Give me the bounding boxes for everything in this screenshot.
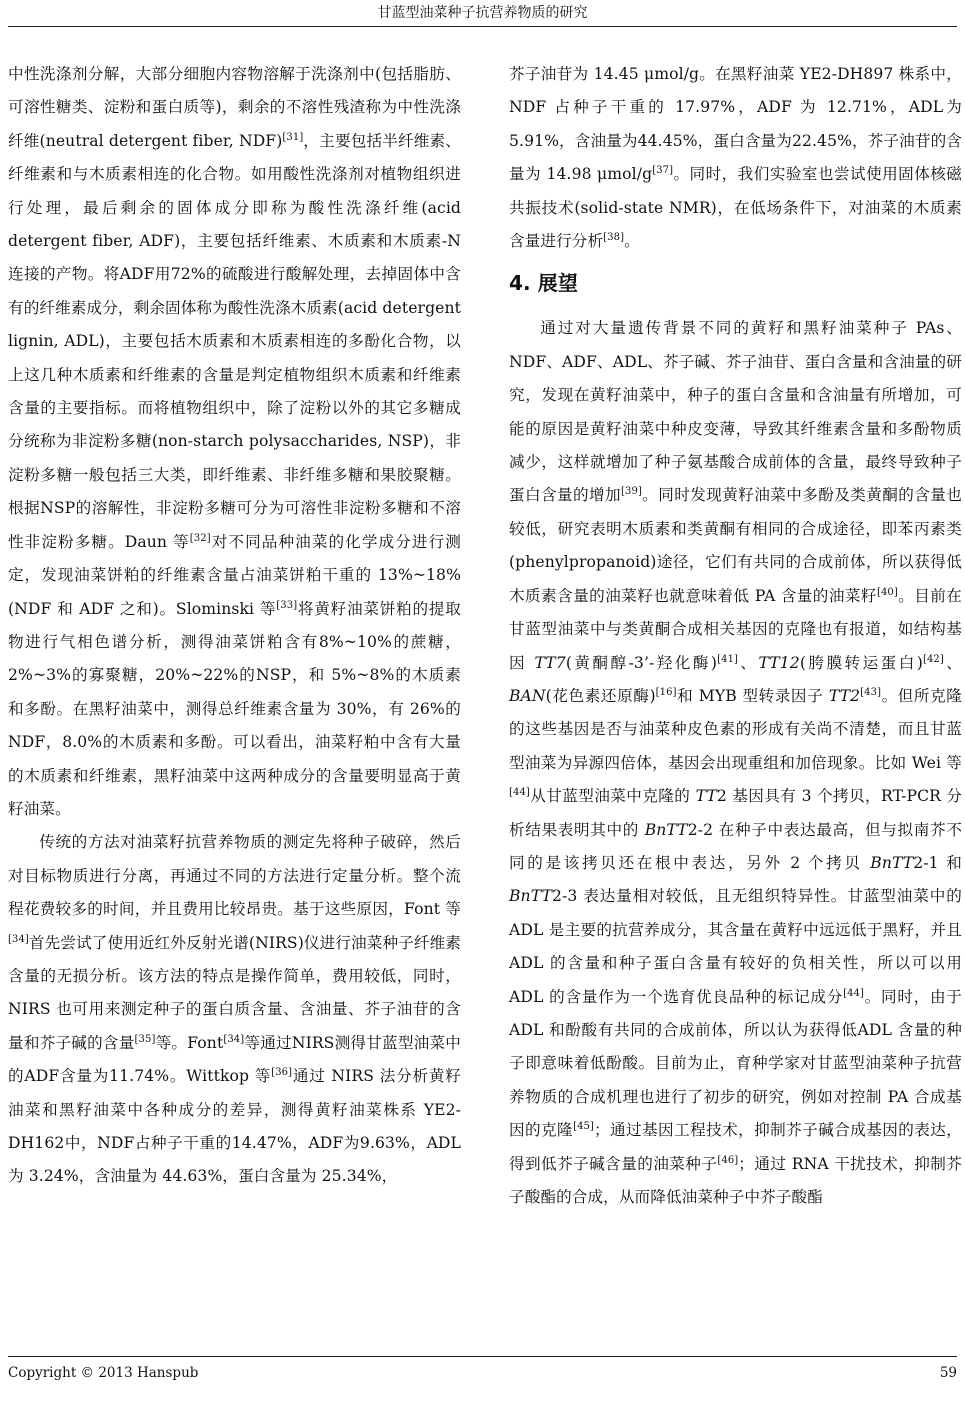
gene-name: BnTT [644,820,688,839]
paragraph: 传统的方法对油菜籽抗营养物质的测定先将种子破碎，然后对目标物质进行分离，再通过不同的方法进行定量分析。整个流程花费较多的时间，并且费用比较昂贵。基于这些原因，Font 等[34]首先尝试了使用近红外反射光谱(NIRS)仪进行油菜种子纤维素含量的无损分析。该方法的特点是操作简单，费用较低，同时，NIRS 也可用来测定种子的蛋白质含量、含油量、芥子油苷的含量和芥子碱的含量[35]等。Font[34]等通过NIRS测得甘蓝型油菜中的ADF含量为11.74%。Wittkop 等[36]通过 NIRS 法分析黄籽油菜和黑籽油菜中各种成分的差异，测得黄籽油菜株系 YE2-DH162中，NDF占种子干重的14.47%，ADF为9.63%，ADL为 3.24%，含油量为 44.63%，蛋白含量为 25.34%， [8,833,461,1186]
citation[interactable]: [44] [843,987,865,999]
citation[interactable]: [36] [271,1067,293,1079]
citation[interactable]: [40] [876,586,898,598]
header-divider [8,26,957,27]
citation[interactable]: [35] [134,1033,156,1045]
citation[interactable]: [32] [189,532,211,544]
section-heading: 4. 展望 [509,271,578,296]
citation[interactable]: [38] [603,232,625,244]
paragraph: 中性洗涤剂分解，大部分细胞内容物溶解于洗涤剂中(包括脂肪、可溶性糖类、淀粉和蛋白质等)，剩余的不溶性残渣称为中性洗涤纤维(neutral detergent fiber, NDF)[31]，主要包括半纤维素、纤维素和与木质素相连的化合物。如用酸性洗涤剂对植物组织进行处理，最后剩余的固体成分即称为酸性洗涤纤维(acid detergent fiber, ADF)，主要包括纤维素、木质素和木质素-N连接的产物。将ADF用72%的硫酸进行酸解处理，去掉固体中含有的纤维素成分，剩余固体称为酸性洗涤木质素(acid detergent lignin, ADL)，主要包括木质素和木质素相连的多酚化合物，以上这几种木质素和纤维素的含量是判定植物组织木质素和纤维素含量的主要指标。而将植物组织中，除了淀粉以外的其它多糖成分统称为非淀粉多糖(non-starch polysaccharides, NSP)，非淀粉多糖一般包括三大类，即纤维素、非纤维多糖和果胶聚糖。根据NSP的溶解性，非淀粉多糖可分为可溶性非淀粉多糖和不溶性非淀粉多糖。Daun 等[32]对不同品种油菜的化学成分进行测定，发现油菜饼粕的纤维素含量占油菜饼粕干重的 13%~18%(NDF 和 ADF 之和)。Slominski 等[33]将黄籽油菜饼粕的提取物进行气相色谱分析，测得油菜饼粕含有8%~10%的蔗糖，2%~3%的寡聚糖，20%~22%的NSP，和 5%~8%的木质素和多酚。在黑籽油菜中，测得总纤维素含量为 30%，有 26%的 NDF，8.0%的木质素和多酚。可以看出，油菜籽粕中含有大量的木质素和纤维素，黑籽油菜中这两种成分的含量要明显高于黄籽油菜。 [8,65,461,818]
gene-name: TT2 [828,686,861,705]
citation[interactable]: [44] [509,787,530,799]
citation[interactable]: [37] [652,165,674,177]
citation[interactable]: [41] [717,653,739,665]
copyright-notice: Copyright © 2013 Hanspub [8,1365,199,1381]
citation[interactable]: [34] [223,1033,245,1045]
citation[interactable]: [45] [573,1121,594,1133]
paragraph: 芥子油苷为 14.45 μmol/g。在黑籽油菜 YE2-DH897 株系中，NDF 占种子干重的 17.97%，ADF 为 12.71%，ADL为5.91%，含油量为44.45%，蛋白含量为22.45%，芥子油苷的含量为 14.98 μmol/g[37]。同时，我们实验室也尝试使用固体核磁共振技术(solid-state NMR)，在低场条件下，对油菜的木质素含量进行分析[38]。 [509,65,962,251]
citation[interactable]: [39] [621,486,642,498]
citation[interactable]: [46] [717,1154,739,1166]
citation[interactable]: [16] [655,686,677,698]
citation[interactable]: [42] [922,653,944,665]
gene-name: TT [695,787,717,806]
page-number: 59 [939,1365,957,1381]
left-column [8,58,461,1194]
citation[interactable]: [31] [282,131,304,143]
gene-name: TT12 [758,653,800,672]
running-header: 甘蓝型油菜种子抗营养物质的研究 [377,5,588,21]
gene-name: BnTT [509,887,552,906]
gene-name: BnTT [870,853,914,872]
citation[interactable]: [43] [860,686,882,698]
right-column [509,58,962,1214]
citation[interactable]: [34] [8,933,29,945]
gene-name: BAN [509,686,546,705]
paragraph: 通过对大量遗传背景不同的黄籽和黑籽油菜种子 PAs、NDF、ADF、ADL、芥子碱、芥子油苷、蛋白含量和含油量的研究，发现在黄籽油菜中，种子的蛋白含量和含油量有所增加，可能的原因是黄籽油菜中种皮变薄，导致其纤维素含量和多酚物质减少，这样就增加了种子氨基酸合成前体的含量，最终导致种子蛋白含量的增加[39]。同时发现黄籽油菜中多酚及类黄酮的含量也较低，研究表明木质素和类黄酮有相同的合成途径，即苯丙素类(phenylpropanoid)途径，它们有共同的合成前体，所以获得低木质素含量的油菜籽也就意味着低 PA 含量的油菜籽[40]。目前在甘蓝型油菜中与类黄酮合成相关基因的克隆也有报道，如结构基因 TT7(黄酮醇-3’-羟化酶)[41]、TT12(胯膜转运蛋白)[42]、BAN(花色素还原酶)[16]和 MYB 型转录因子 TT2[43]。但所克隆的这些基因是否与油菜种皮色素的形成有关尚不清楚，而且甘蓝型油菜为异源四倍体，基因会出现重组和加倍现象。比如 Wei 等[44]从甘蓝型油菜中克隆的 TT2 基因具有 3 个拷贝，RT-PCR 分析结果表明其中的 BnTT2-2 在种子中表达最高，但与拟南芥不同的是该拷贝还在根中表达，另外 2 个拷贝 BnTT2-1 和 BnTT2-3 表达量相对较低，且无组织特异性。甘蓝型油菜中的 ADL 是主要的抗营养成分，其含量在黄籽中远远低于黑籽，并且 ADL 的含量和种子蛋白含量有较好的负相关性，所以可以用 ADL 的含量作为一个选育优良品种的标记成分[44]。同时，由于 ADL 和酚酸有共同的合成前体，所以认为获得低ADL 含量的种子即意味着低酚酸。目前为止，育种学家对甘蓝型油菜种子抗营养物质的合成机理也进行了初步的研究，例如对控制 PA 合成基因的克隆[45]；通过基因工程技术，抑制芥子碱合成基因的表达，得到低芥子碱含量的油菜种子[46]；通过 RNA 干扰技术，抑制芥子酸酯的合成，从而降低油菜种子中芥子酸酯 [509,319,963,1206]
gene-name: TT7 [534,653,566,672]
citation[interactable]: [33] [276,599,298,611]
footer-divider [8,1356,957,1357]
